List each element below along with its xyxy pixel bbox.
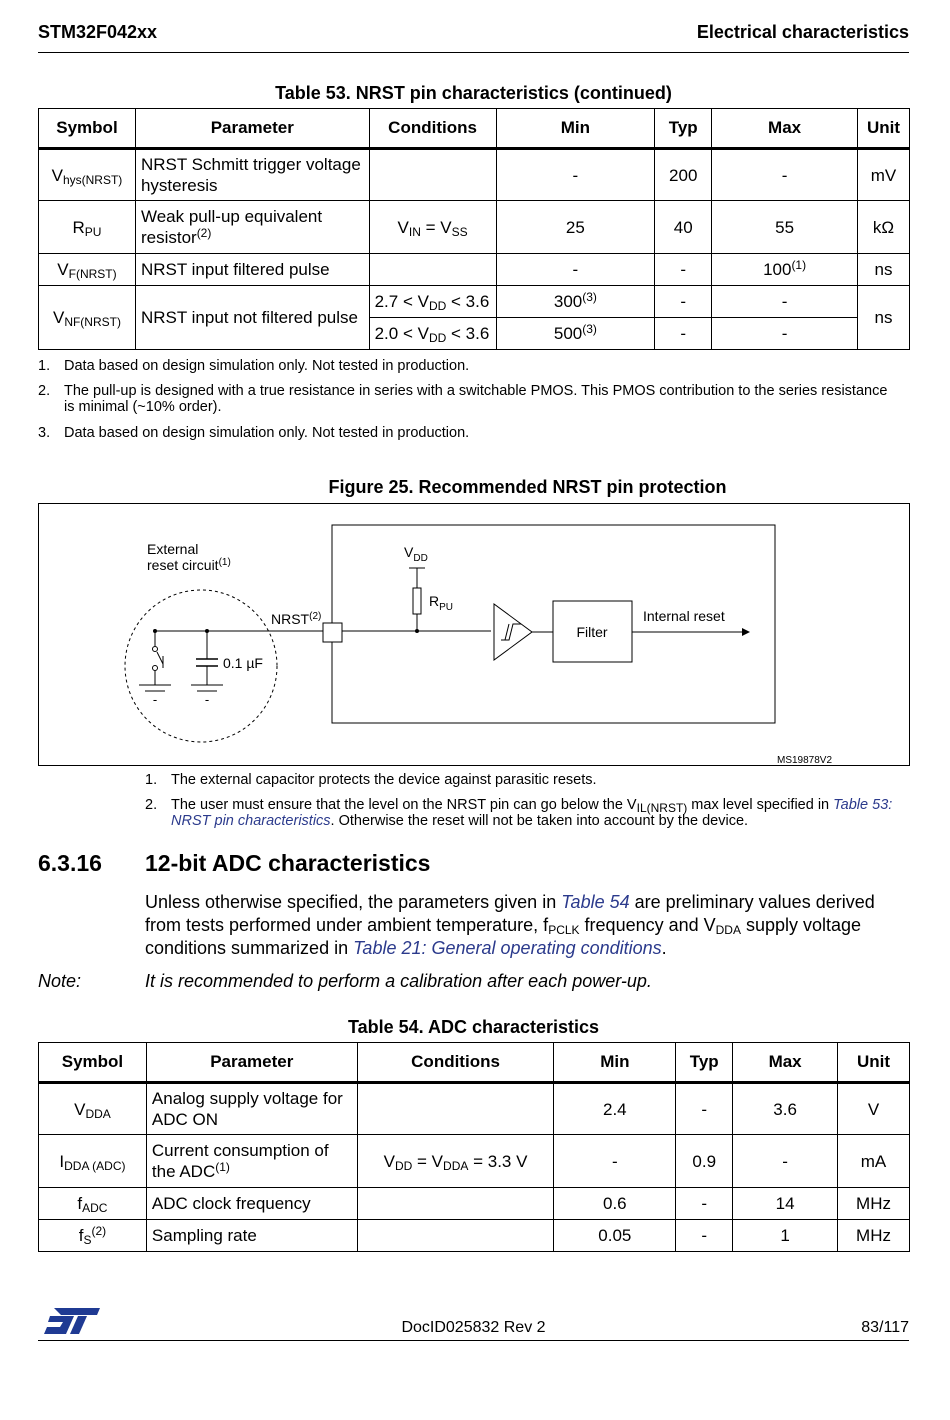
cell-min: 0.6 xyxy=(554,1188,676,1220)
cell-symbol: $f_{ADC}$ xyxy=(39,1188,147,1220)
cell-symbol: $R_{PU}$ xyxy=(39,201,136,254)
header-chapter: Electrical characteristics xyxy=(696,22,909,42)
cell-conditions: $V_{IN} = V_{SS}$ xyxy=(369,201,496,254)
table-row xyxy=(39,201,910,254)
cell-unit: ns xyxy=(857,286,909,350)
switch-contact xyxy=(153,666,158,671)
cell-min: 2.4 xyxy=(554,1083,676,1135)
footer-page-number: 83/117 xyxy=(861,1319,909,1336)
cell-parameter: Sampling rate xyxy=(146,1220,357,1252)
figure25-footnote-2: 2. The user must ensure that the level on the NRST pin can go below the $V_{IL(NRST)}$ max level specified in Table 53: NRST pin characteristics. Otherwise the reset will not be taken into account by the device. xyxy=(145,797,893,829)
cell-min: - xyxy=(496,149,655,201)
page-header xyxy=(38,22,909,53)
th-max: Max xyxy=(733,1043,838,1083)
table53-footnote-3: 3. Data based on design simulation only. Not tested in production. xyxy=(38,425,470,441)
th-typ: Typ xyxy=(676,1043,733,1083)
external-label-1: External xyxy=(147,541,199,557)
table-row xyxy=(39,1188,910,1220)
table-row xyxy=(39,149,910,201)
cell-typ: 200 xyxy=(655,149,712,201)
section-paragraph: Unless otherwise specified, the parameters given in Table 54 are preliminary values derived from tests performed under ambient temperature, $f_{PCLK}$ frequency and $V_{DDA}$ supply voltage conditions summarized in Table 21: General operating conditions. xyxy=(145,892,875,958)
th-parameter: Parameter xyxy=(146,1043,357,1083)
cell-unit: mA xyxy=(838,1135,910,1188)
page-footer xyxy=(38,1319,909,1341)
cell-conditions xyxy=(369,149,496,201)
cell-symbol: $V_{hys(NRST)}$ xyxy=(39,149,136,201)
table53 xyxy=(38,108,910,350)
table53-caption: Table 53. NRST pin characteristics (continued) xyxy=(275,83,672,103)
table53-link[interactable]: Table 53: NRST pin characteristics xyxy=(171,797,893,829)
cell-conditions xyxy=(369,254,496,286)
cell-max: 3.6 xyxy=(733,1083,838,1135)
switch-contact xyxy=(153,647,158,652)
cell-typ: 40 xyxy=(655,201,712,254)
cell-unit: MHz xyxy=(838,1220,910,1252)
cell-max: 14 xyxy=(733,1188,838,1220)
cell-typ: - xyxy=(655,254,712,286)
cell-conditions xyxy=(357,1083,554,1135)
th-symbol: Symbol xyxy=(39,109,136,149)
table54 xyxy=(38,1042,910,1252)
footer-docid: DocID025832 Rev 2 xyxy=(401,1319,546,1336)
cell-max: - xyxy=(712,149,858,201)
ground-label-1: - xyxy=(152,692,158,707)
figure-reference: MS19878V2 xyxy=(777,755,833,765)
cell-typ: - xyxy=(655,286,712,318)
cell-symbol: $f_S^{(2)}$ xyxy=(39,1220,147,1252)
cell-min: 25 xyxy=(496,201,655,254)
cell-typ: - xyxy=(655,318,712,350)
th-parameter: Parameter xyxy=(135,109,369,149)
note-text: It is recommended to perform a calibration after each power-up. xyxy=(145,971,652,991)
cell-typ: - xyxy=(676,1188,733,1220)
external-label-2: reset circuit$^{(1)}$ xyxy=(147,557,231,573)
cell-conditions: $2.0 < V_{DD} < 3.6$ xyxy=(369,318,496,350)
rpu-label: $R_{PU}$ xyxy=(429,593,454,613)
th-unit: Unit xyxy=(838,1043,910,1083)
cell-parameter: Current consumption of the ADC$^{(1)}$ xyxy=(146,1135,357,1188)
table54-caption: Table 54. ADC characteristics xyxy=(347,1017,600,1037)
header-product: STM32F042xx xyxy=(38,22,158,42)
th-max: Max xyxy=(712,109,858,149)
nrst-pin-pad xyxy=(323,623,342,642)
table53-header-row xyxy=(39,109,910,149)
th-min: Min xyxy=(554,1043,676,1083)
cell-parameter: Weak pull-up equivalent resistor$^{(2)}$ xyxy=(135,201,369,254)
cell-conditions: $2.7 < V_{DD} < 3.6$ xyxy=(369,286,496,318)
th-conditions: Conditions xyxy=(369,109,496,149)
table54-link[interactable]: Table 54 xyxy=(561,892,630,912)
section-title: 12-bit ADC characteristics xyxy=(145,850,431,876)
figure25-diagram xyxy=(38,503,910,766)
cell-min: 300$^{(3)}$ xyxy=(496,286,655,318)
th-symbol: Symbol xyxy=(39,1043,147,1083)
cell-max: 55 xyxy=(712,201,858,254)
table53-footnote-1: 1. Data based on design simulation only. Not tested in production. xyxy=(38,358,470,374)
cell-conditions: $V_{DD} = V_{DDA} = 3.3$ V xyxy=(357,1135,554,1188)
cell-symbol: $V_{NF(NRST)}$ xyxy=(39,286,136,350)
internal-reset-label: Internal reset xyxy=(643,608,725,624)
schmitt-trigger-icon xyxy=(494,604,532,660)
cell-parameter: NRST Schmitt trigger voltage hysteresis xyxy=(135,149,369,201)
cell-parameter: NRST input filtered pulse xyxy=(135,254,369,286)
cell-unit: MHz xyxy=(838,1188,910,1220)
nrst-label: NRST$^{(2)}$ xyxy=(271,611,322,627)
cell-typ: 0.9 xyxy=(676,1135,733,1188)
ground-label-2: - xyxy=(204,692,210,707)
cell-min: - xyxy=(554,1135,676,1188)
cell-typ: - xyxy=(676,1220,733,1252)
cell-parameter: ADC clock frequency xyxy=(146,1188,357,1220)
cell-unit: kΩ xyxy=(857,201,909,254)
nrst-protection-schematic xyxy=(39,504,909,765)
cell-symbol: $V_{DDA}$ xyxy=(39,1083,147,1135)
cell-min: 500$^{(3)}$ xyxy=(496,318,655,350)
th-min: Min xyxy=(496,109,655,149)
cell-conditions xyxy=(357,1220,554,1252)
switch-lever xyxy=(157,652,163,664)
table-row xyxy=(39,1135,910,1188)
note-label: Note: xyxy=(38,971,82,991)
th-unit: Unit xyxy=(857,109,909,149)
cell-parameter: Analog supply voltage for ADC ON xyxy=(146,1083,357,1135)
cell-max: - xyxy=(712,286,858,318)
table-row xyxy=(39,286,910,318)
table-row xyxy=(39,1220,910,1252)
table53-footnote-2: 2. The pull-up is designed with a true resistance in series with a switchable PMOS. This PMOS contribution to the series resistance is minimal (~10% order). xyxy=(38,383,888,415)
cell-conditions xyxy=(357,1188,554,1220)
table-row xyxy=(39,254,910,286)
cell-parameter: NRST input not filtered pulse xyxy=(135,286,369,350)
table-row xyxy=(39,1083,910,1135)
filter-label: Filter xyxy=(576,624,608,640)
arrow-right-icon xyxy=(742,628,750,636)
cell-max: 100$^{(1)}$ xyxy=(712,254,858,286)
th-typ: Typ xyxy=(655,109,712,149)
vdd-label: $V_{DD}$ xyxy=(404,544,428,564)
cell-min: - xyxy=(496,254,655,286)
figure25-footnote-1: 1. The external capacitor protects the device against parasitic resets. xyxy=(145,772,597,788)
cell-unit: V xyxy=(838,1083,910,1135)
cell-max: 1 xyxy=(733,1220,838,1252)
section-number: 6.3.16 xyxy=(38,850,102,876)
th-conditions: Conditions xyxy=(357,1043,554,1083)
resistor-icon xyxy=(413,588,421,614)
table21-link[interactable]: Table 21: General operating conditions xyxy=(353,938,662,958)
figure25-caption: Figure 25. Recommended NRST pin protection xyxy=(328,477,727,497)
cell-symbol: $I_{DDA (ADC)}$ xyxy=(39,1135,147,1188)
cell-symbol: $V_{F(NRST)}$ xyxy=(39,254,136,286)
cell-max: - xyxy=(712,318,858,350)
cell-unit: mV xyxy=(857,149,909,201)
cell-max: - xyxy=(733,1135,838,1188)
capacitor-value: 0.1 µF xyxy=(223,655,263,671)
table54-header-row xyxy=(39,1043,910,1083)
cell-min: 0.05 xyxy=(554,1220,676,1252)
cell-typ: - xyxy=(676,1083,733,1135)
cell-unit: ns xyxy=(857,254,909,286)
